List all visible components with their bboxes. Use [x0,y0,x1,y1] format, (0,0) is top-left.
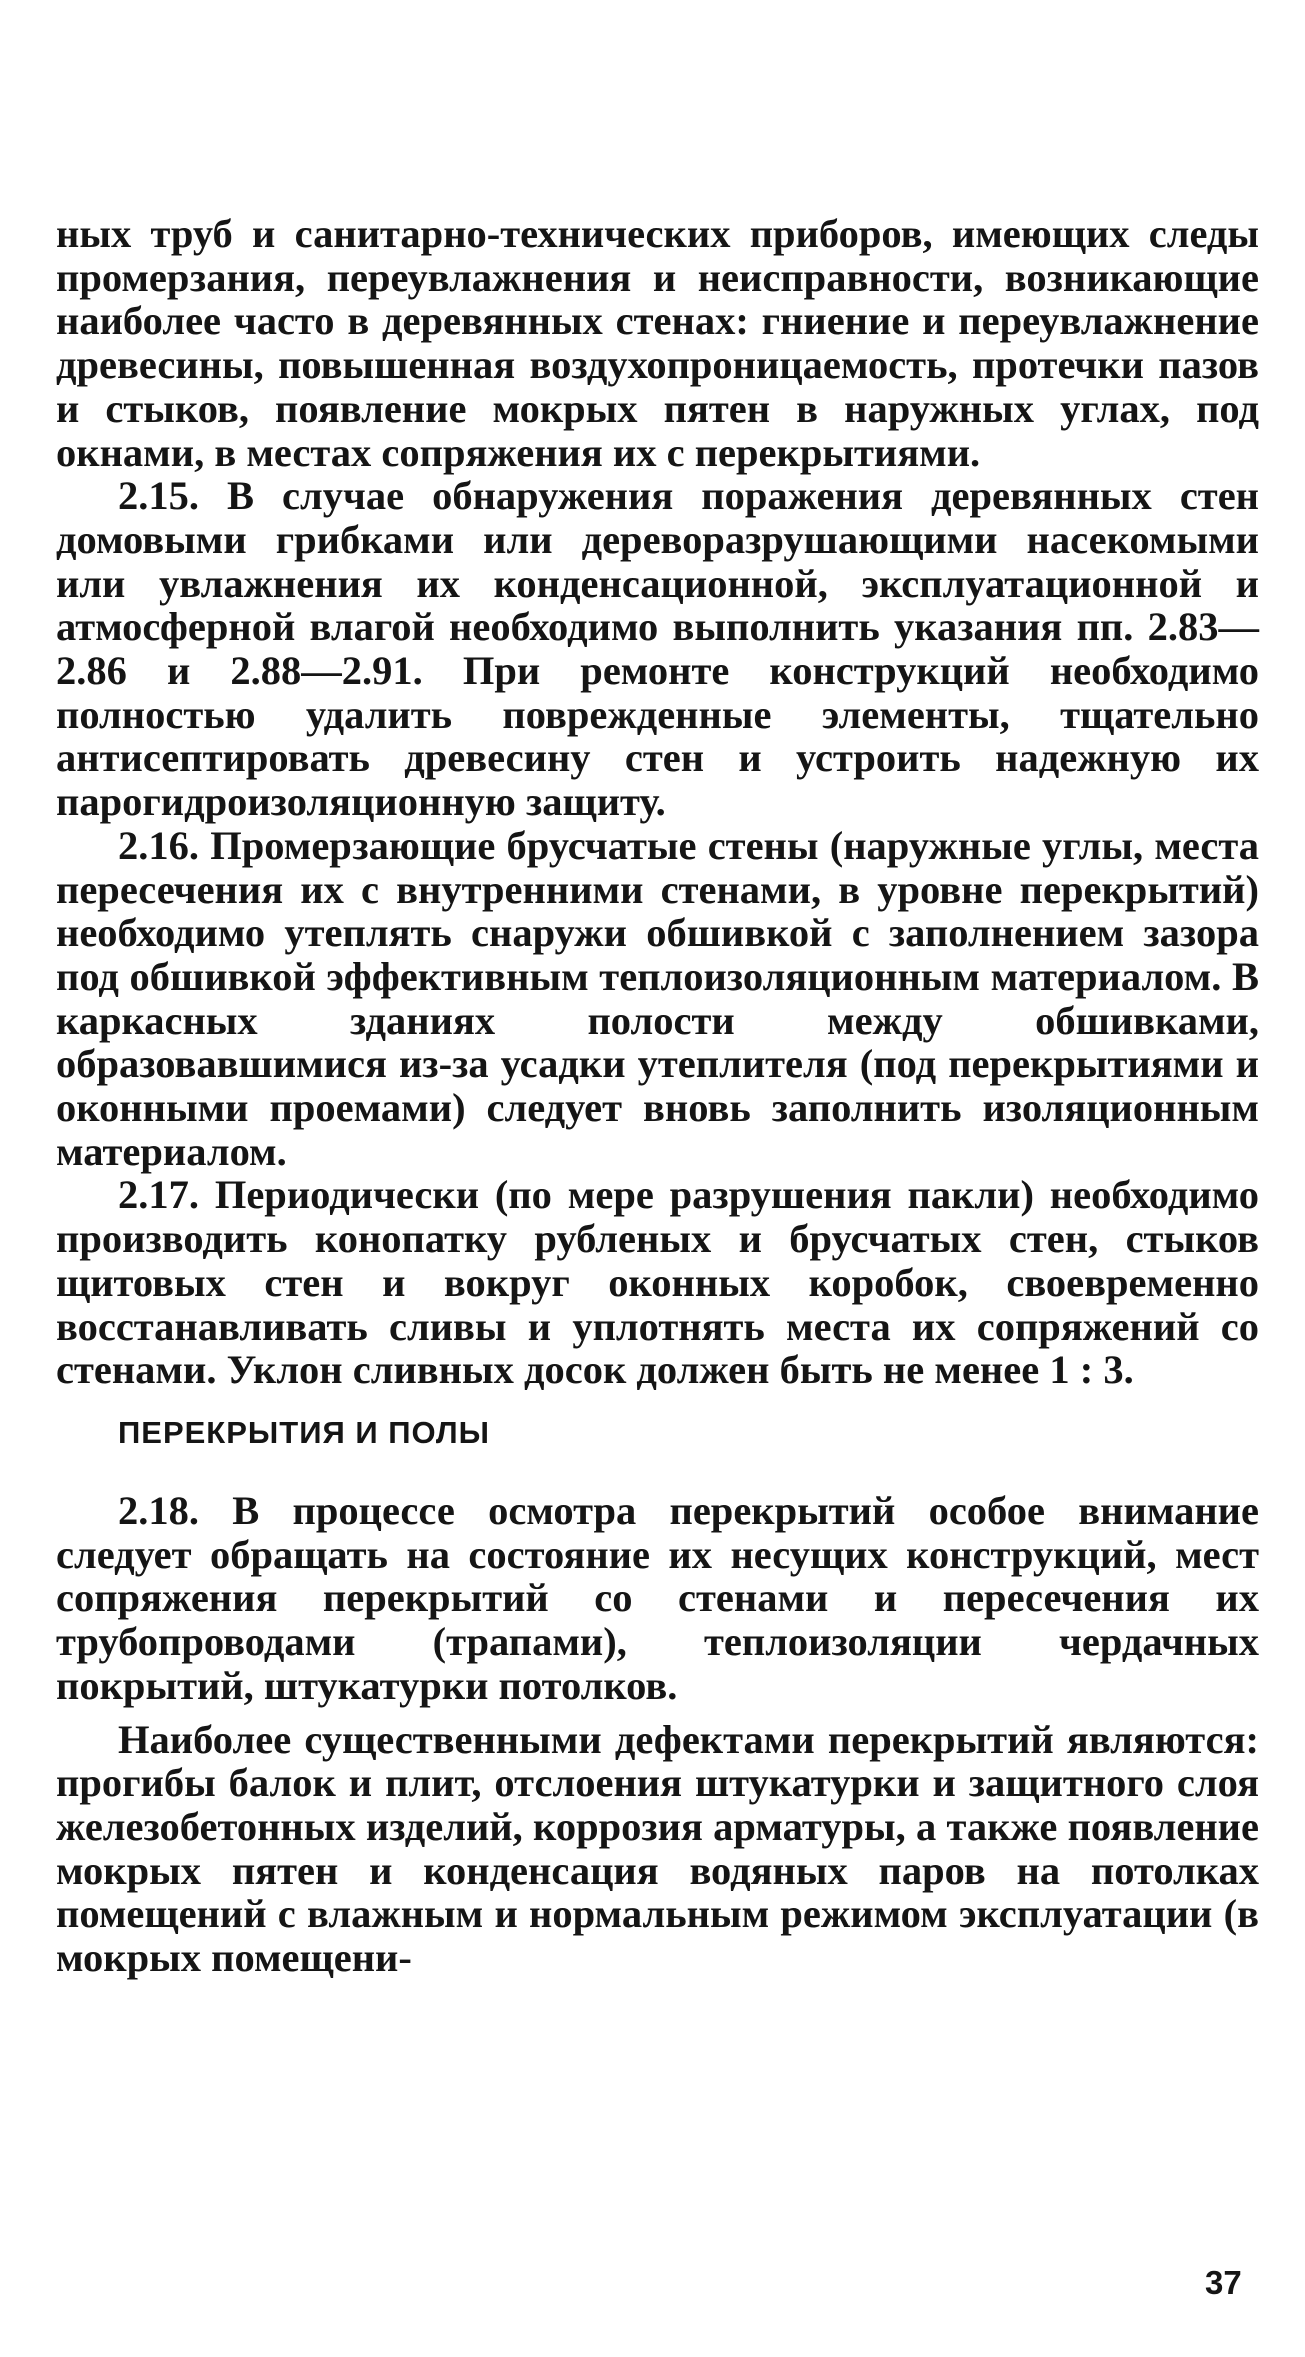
paragraph-2-15: 2.15. В случае обнаружения поражения деревянных стен домовыми грибками или дереворазрушающими насекомыми или увлажнения их конденсационной, эксплуатационной и атмосферной влагой необходимо выполнить указания пп. 2.83—2.86 и 2.88—2.91. При ремонте конструкций необходимо полностью удалить поврежденные элементы, тщательно антисептировать древесину стен и устроить надежную их парогидроизоляционную защиту. [56,473,1259,825]
paragraph-defects: Наиболее существенными дефектами перекрытий являются: прогибы балок и плит, отслоения штукатурки и защитного слоя железобетонных изделий, коррозия арматуры, а также появление мокрых пятен и конденсация водяных паров на потолках помещений с влажным и нормальным режимом эксплуатации (в мокрых помещени- [56,1716,1259,1981]
paragraph-2-16: 2.16. Промерзающие брусчатые стены (наружные углы, места пересечения их с внутренними стенами, в уровне перекрытий) необходимо утеплять снаружи обшивкой с заполнением зазора под обшивкой эффективным теплоизоляционным материалом. В каркасных зданиях полости между обшивками, образовавшимися из-за усадки утеплителя (под перекрытиями и оконными проемами) следует вновь заполнить изоляционным материалом. [56,822,1259,1174]
paragraph-2-18: 2.18. В процессе осмотра перекрытий особое внимание следует обращать на состояние их несущих конструкций, мест сопряжения перекрытий со стенами и пересечения их трубопроводами (трапами), теплоизоляции чердачных покрытий, штукатурки потолков. [56,1487,1259,1708]
page-number: 37 [1205,2264,1242,2301]
paragraph-continuation: ных труб и санитарно-технических приборов, имеющих следы промерзания, переувлажнения и неисправности, возникающие наиболее часто в деревянных стенах: гниение и переувлажнение древесины, повышенная воздухопроницаемость, протечки пазов и стыков, появление мокрых пятен в наружных углах, под окнами, в местах сопряжения их с перекрытиями. [56,211,1259,475]
document-page [56,212,1259,1980]
section-heading: ПЕРЕКРЫТИЯ И ПОЛЫ [118,1414,490,1450]
paragraph-2-17: 2.17. Периодически (по мере разрушения пакли) необходимо производить конопатку рубленых и брусчатых стен, стыков щитовых стен и вокруг оконных коробок, своевременно восстанавливать сливы и уплотнять места их сопряжений со стенами. Уклон сливных досок должен быть не менее 1 : 3. [56,1172,1259,1393]
